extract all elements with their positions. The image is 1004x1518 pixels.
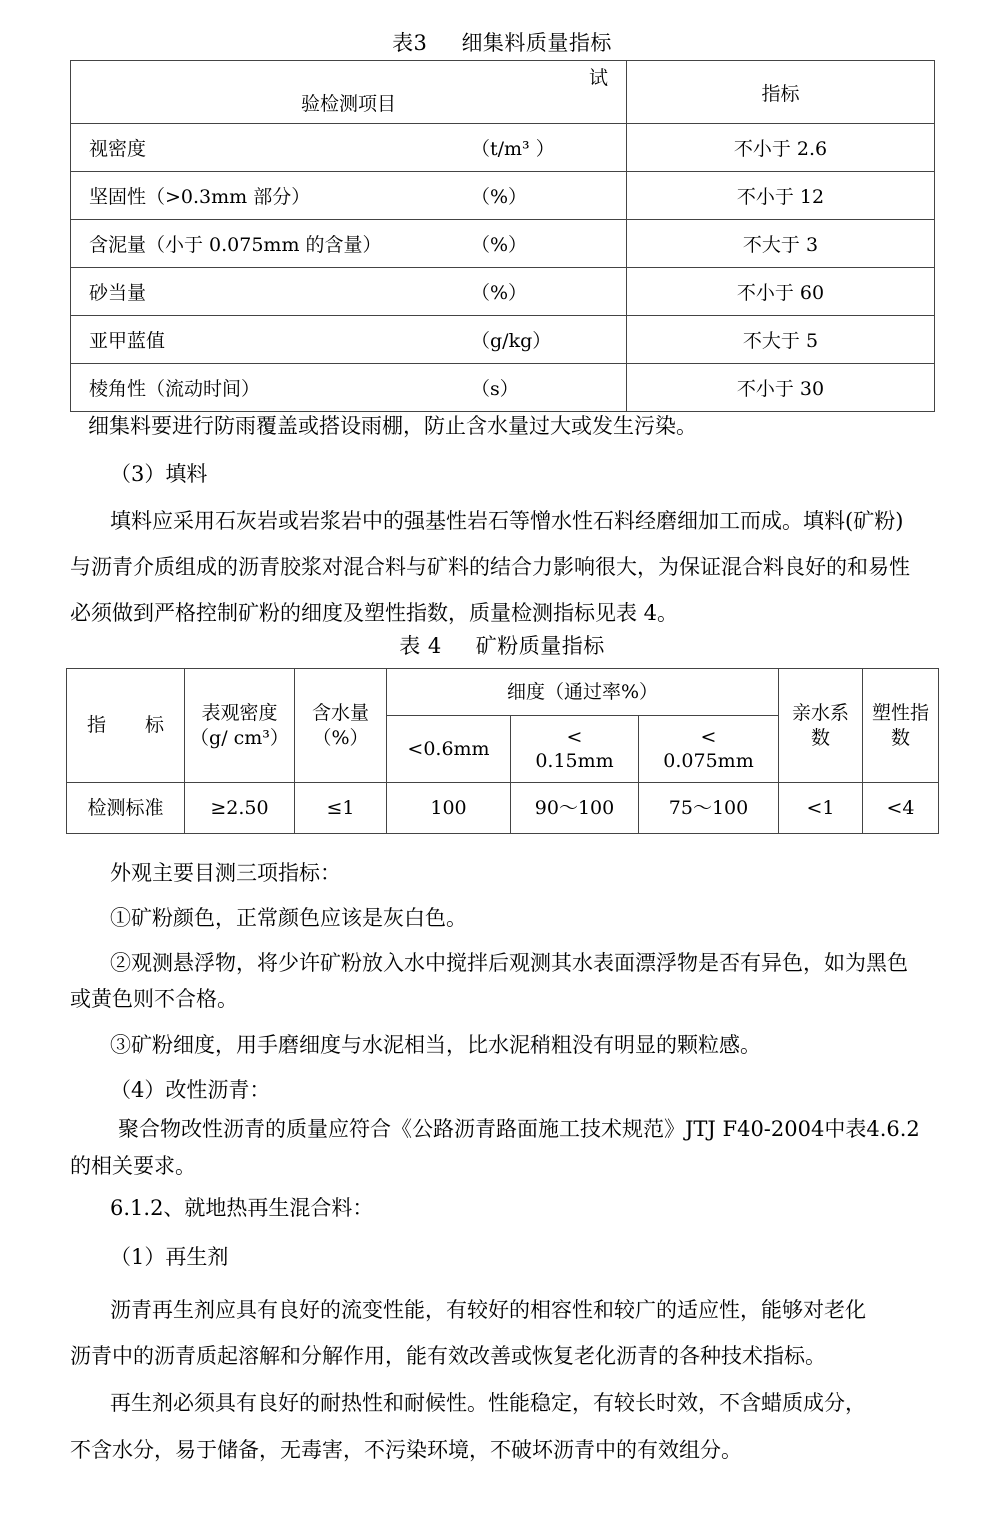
table3-item-cell xyxy=(71,364,627,412)
table4-header-plasticity xyxy=(863,669,939,783)
table-row xyxy=(71,364,935,412)
table3-caption-label: 表3 xyxy=(392,31,428,55)
table4-cell-hydrophilic: <1 xyxy=(779,783,863,834)
table4-header-fineness-c3-l1: < xyxy=(700,725,717,748)
table3-item-name: 砂当量 xyxy=(89,282,147,304)
table3-item-value: 不小于 12 xyxy=(627,172,935,220)
heading-rejuvenator: （1）再生剂 xyxy=(110,1245,229,1269)
paragraph-item-1-color: ①矿粉颜色，正常颜色应该是灰白色。 xyxy=(110,906,467,930)
table4-cell-index: 检测标准 xyxy=(67,783,185,834)
table3-item-name: 视密度 xyxy=(89,138,147,160)
table4-header-hydrophilic-l2: 数 xyxy=(810,726,830,749)
table3-item-unit: （g/kg） xyxy=(471,330,552,352)
paragraph-filler-line3: 必须做到严格控制矿粉的细度及塑性指数，质量检测指标见表 4。 xyxy=(70,601,679,625)
paragraph-appearance-intro: 外观主要目测三项指标： xyxy=(110,861,341,885)
heading-modified-asphalt: （4）改性沥青： xyxy=(110,1078,271,1102)
table3-caption-title: 细集料质量指标 xyxy=(461,31,612,55)
paragraph-rejuvenator-props-line1: 沥青再生剂应具有良好的流变性能，有较好的相容性和较广的适应性，能够对老化 xyxy=(110,1298,866,1322)
paragraph-modified-asphalt-line1: 聚合物改性沥青的质量应符合《公路沥青路面施工技术规范》JTJ F40-2004中表4.6.2 xyxy=(118,1117,920,1141)
table3-header-row xyxy=(71,61,935,124)
table3-item-name: 棱角性（流动时间） xyxy=(89,378,261,400)
table3-item-unit: （%） xyxy=(471,186,528,208)
paragraph-item-2-line2: 或黄色则不合格。 xyxy=(70,987,238,1011)
table-row xyxy=(71,172,935,220)
paragraph-item-2-line1: ②观测悬浮物，将少许矿粉放入水中搅拌后观测其水表面漂浮物是否有异色，如为黑色 xyxy=(110,951,908,975)
table4-header-hydrophilic xyxy=(779,669,863,783)
table4-header-fineness-c3 xyxy=(639,716,779,783)
table4-header-apparent-density-l2: （g/ cm³） xyxy=(190,726,289,749)
table3 xyxy=(70,60,935,412)
table3-container xyxy=(70,60,934,412)
table4-cell-fineness-c1: 100 xyxy=(387,783,511,834)
table4-header-water-content-l1: 含水量 xyxy=(311,702,369,725)
table3-item-unit: （%） xyxy=(471,282,528,304)
table3-item-cell xyxy=(71,124,627,172)
table4-header-fineness-group: 细度（通过率%） xyxy=(387,669,779,716)
table4-cell-fineness-c2: 90～100 xyxy=(511,783,639,834)
paragraph-rejuvenator-heat-line1: 再生剂必须具有良好的耐热性和耐候性。性能稳定，有较长时效，不含蜡质成分， xyxy=(110,1391,866,1415)
table3-item-name: 坚固性（>0.3mm 部分） xyxy=(89,186,311,208)
table3-item-cell xyxy=(71,220,627,268)
table4-header-fineness-c1: <0.6mm xyxy=(387,716,511,783)
heading-filler: （3）填料 xyxy=(110,462,208,486)
table4-header-hydrophilic-l1: 亲水系 xyxy=(791,702,849,725)
table3-item-unit: （s） xyxy=(471,378,519,400)
paragraph-rejuvenator-heat-line2: 不含水分，易于储备，无毒害，不污染环境，不破坏沥青中的有效组分。 xyxy=(70,1438,742,1462)
paragraph-fine-aggregate-cover: 细集料要进行防雨覆盖或搭设雨棚，防止含水量过大或发生污染。 xyxy=(88,414,697,438)
table3-header-shi: 试 xyxy=(588,67,608,89)
table4-caption-label: 表 4 xyxy=(399,634,442,658)
table4-header-apparent-density-l1: 表观密度 xyxy=(201,702,278,725)
heading-section-612: 6.1.2、就地热再生混合料： xyxy=(110,1196,374,1220)
table3-header-item-cell xyxy=(71,61,627,124)
table3-header-item-label: 验检测项目 xyxy=(300,93,396,115)
table3-header-value-cell: 指标 xyxy=(627,61,935,124)
table-row xyxy=(71,220,935,268)
table-row xyxy=(71,268,935,316)
table4-cell-fineness-c3: 75～100 xyxy=(639,783,779,834)
table3-item-value: 不小于 2.6 xyxy=(627,124,935,172)
table3-item-unit: （t/m³ ） xyxy=(471,138,555,160)
table4-header-water-content-l2: （%） xyxy=(312,726,369,749)
table3-item-cell xyxy=(71,172,627,220)
table4-header-fineness-c2-l1: < xyxy=(566,725,583,748)
table3-item-value: 不大于 3 xyxy=(627,220,935,268)
table-row xyxy=(71,124,935,172)
table4-header-row-1 xyxy=(67,669,939,716)
table3-item-cell xyxy=(71,268,627,316)
table4-container xyxy=(66,668,938,834)
paragraph-rejuvenator-props-line2: 沥青中的沥青质起溶解和分解作用，能有效改善或恢复老化沥青的各种技术指标。 xyxy=(70,1344,826,1368)
table4-header-water-content xyxy=(295,669,387,783)
table4-cell-apparent-density: ≥2.50 xyxy=(185,783,295,834)
paragraph-modified-asphalt-line2: 的相关要求。 xyxy=(70,1154,196,1178)
paragraph-filler-line2: 与沥青介质组成的沥青胶浆对混合料与矿料的结合力影响很大，为保证混合料良好的和易性 xyxy=(70,555,910,579)
table3-item-unit: （%） xyxy=(471,234,528,256)
paragraph-item-3-fineness: ③矿粉细度，用手磨细度与水泥相当，比水泥稍粗没有明显的颗粒感。 xyxy=(110,1033,761,1057)
table3-item-cell xyxy=(71,316,627,364)
table4-header-apparent-density xyxy=(185,669,295,783)
table4-cell-water-content: ≤1 xyxy=(295,783,387,834)
table3-item-value: 不小于 30 xyxy=(627,364,935,412)
table4-caption-title: 矿粉质量指标 xyxy=(475,634,605,658)
table3-item-name: 含泥量（小于 0.075mm 的含量） xyxy=(89,234,382,256)
table3-item-value: 不小于 60 xyxy=(627,268,935,316)
table-row xyxy=(71,316,935,364)
table3-caption xyxy=(0,30,1004,57)
table4-caption xyxy=(0,633,1004,660)
table4-header-plasticity-l1: 塑性指 xyxy=(871,702,929,725)
table4-header-fineness-c2 xyxy=(511,716,639,783)
table3-item-value: 不大于 5 xyxy=(627,316,935,364)
table4-header-plasticity-l2: 数 xyxy=(890,726,910,749)
table4-cell-plasticity: <4 xyxy=(863,783,939,834)
table4-header-index xyxy=(67,669,185,783)
table3-item-name: 亚甲蓝值 xyxy=(89,330,166,352)
table4 xyxy=(66,668,939,834)
table-row xyxy=(67,783,939,834)
table4-header-fineness-c2-l2: 0.15mm xyxy=(535,750,614,772)
table4-header-index-label: 指 标 xyxy=(86,714,174,737)
table4-header-fineness-c3-l2: 0.075mm xyxy=(663,750,754,772)
paragraph-filler-line1: 填料应采用石灰岩或岩浆岩中的强基性岩石等憎水性石料经磨细加工而成。填料(矿粉) xyxy=(110,509,904,533)
